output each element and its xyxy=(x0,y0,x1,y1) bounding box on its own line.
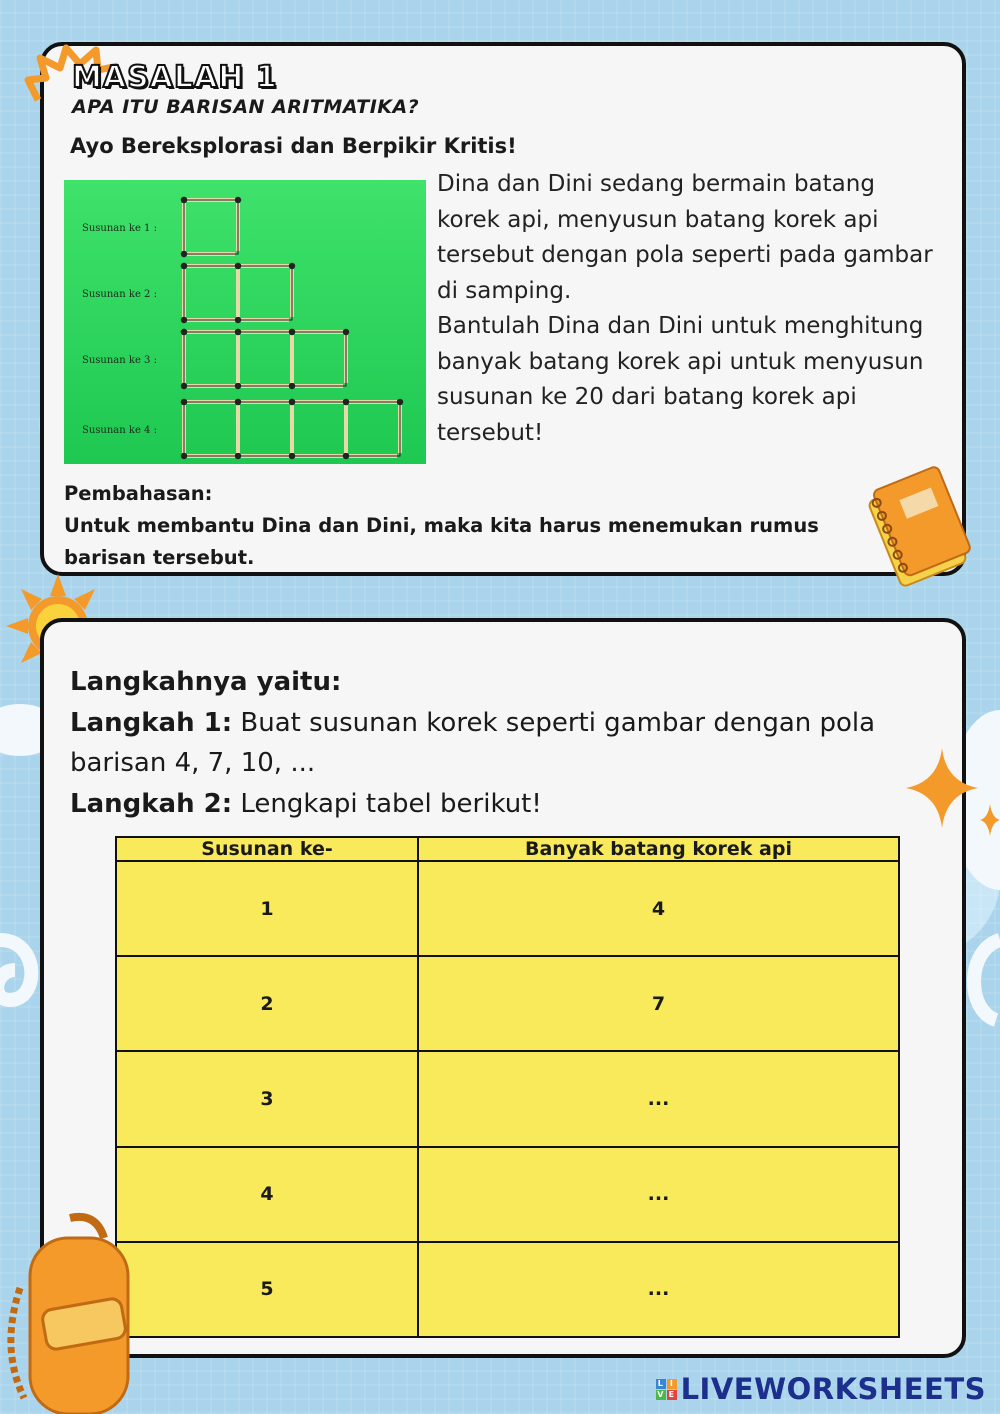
table-cell: 1 xyxy=(116,861,418,956)
story-line: banyak batang korek api untuk menyusun xyxy=(437,348,924,375)
column-header-banyak: Banyak batang korek api xyxy=(418,837,899,861)
step2-label: Langkah 2: xyxy=(70,788,233,819)
story-line: susunan ke 20 dari batang korek api xyxy=(437,384,857,410)
story-line: tersebut dengan pola seperti pada gambar xyxy=(437,242,933,268)
table-row xyxy=(116,1147,899,1242)
swirl-decoration xyxy=(966,920,1000,1080)
table-cell: 3 xyxy=(116,1051,418,1146)
pattern-label: Susunan ke 1 : xyxy=(82,223,157,234)
notebook-icon xyxy=(858,455,978,595)
column-header-susunan: Susunan ke- xyxy=(116,837,418,861)
steps-text xyxy=(70,662,930,824)
step2-text: Lengkapi tabel berikut! xyxy=(232,788,542,819)
logo-letter: L xyxy=(656,1379,666,1389)
step1-text: Buat susunan korek seperti gambar dengan pola xyxy=(232,707,876,738)
steps-intro: Langkahnya yaitu: xyxy=(70,667,342,697)
swirl-decoration xyxy=(0,920,44,1060)
problem-subtitle: APA ITU BARISAN ARITMATIKA? xyxy=(72,96,420,118)
backpack-icon xyxy=(0,1208,130,1414)
step1-label: Langkah 1: xyxy=(70,707,233,738)
discussion-line: barisan tersebut. xyxy=(64,546,255,569)
brand-name: LIVEWORKSHEETS xyxy=(680,1372,986,1406)
table-row xyxy=(116,1051,899,1146)
discussion-label: Pembahasan: xyxy=(64,482,213,505)
table-cell: 7 xyxy=(418,956,899,1051)
story-line: Dina dan Dini sedang bermain batang xyxy=(437,171,875,197)
sequence-table xyxy=(115,836,900,1338)
liveworksheets-logo xyxy=(656,1372,986,1406)
pattern-label: Susunan ke 2 : xyxy=(82,289,157,300)
pattern-label: Susunan ke 3 : xyxy=(82,355,157,366)
story-line: tersebut! xyxy=(437,419,544,446)
table-row xyxy=(116,956,899,1051)
problem-title: MASALAH 1 xyxy=(72,60,278,95)
step1-text-cont: barisan 4, 7, 10, ... xyxy=(70,748,316,778)
table-row xyxy=(116,1242,899,1337)
logo-icon xyxy=(656,1379,677,1400)
answer-cell[interactable]: ... xyxy=(418,1147,899,1242)
matchstick-pattern-image xyxy=(64,180,426,464)
story-line: Bantulah Dina dan Dini untuk menghitung xyxy=(437,313,924,339)
table-cell: 4 xyxy=(418,861,899,956)
table-header-row xyxy=(116,837,899,861)
story-line: korek api, menyusun batang korek api xyxy=(437,206,879,233)
table-row xyxy=(116,861,899,956)
table-cell: 2 xyxy=(116,956,418,1051)
pattern-outline xyxy=(184,200,238,254)
table-cell: 5 xyxy=(116,1242,418,1337)
logo-letter: V xyxy=(657,1390,664,1399)
pattern-outline xyxy=(184,332,346,386)
story-line: di samping. xyxy=(437,277,572,304)
pattern-label: Susunan ke 4 : xyxy=(82,425,157,436)
discussion-line: Untuk membantu Dina dan Dini, maka kita harus menemukan rumus xyxy=(64,514,819,537)
answer-cell[interactable]: ... xyxy=(418,1242,899,1337)
explore-heading: Ayo Bereksplorasi dan Berpikir Kritis! xyxy=(70,134,517,158)
table-cell: 4 xyxy=(116,1147,418,1242)
discussion-block xyxy=(64,478,884,574)
logo-letter: E xyxy=(667,1390,677,1400)
sparkle-icon xyxy=(902,744,1000,840)
answer-cell[interactable]: ... xyxy=(418,1051,899,1146)
logo-letter: I xyxy=(667,1379,677,1389)
matchstick-diagram xyxy=(64,180,426,464)
story-text xyxy=(437,167,957,451)
